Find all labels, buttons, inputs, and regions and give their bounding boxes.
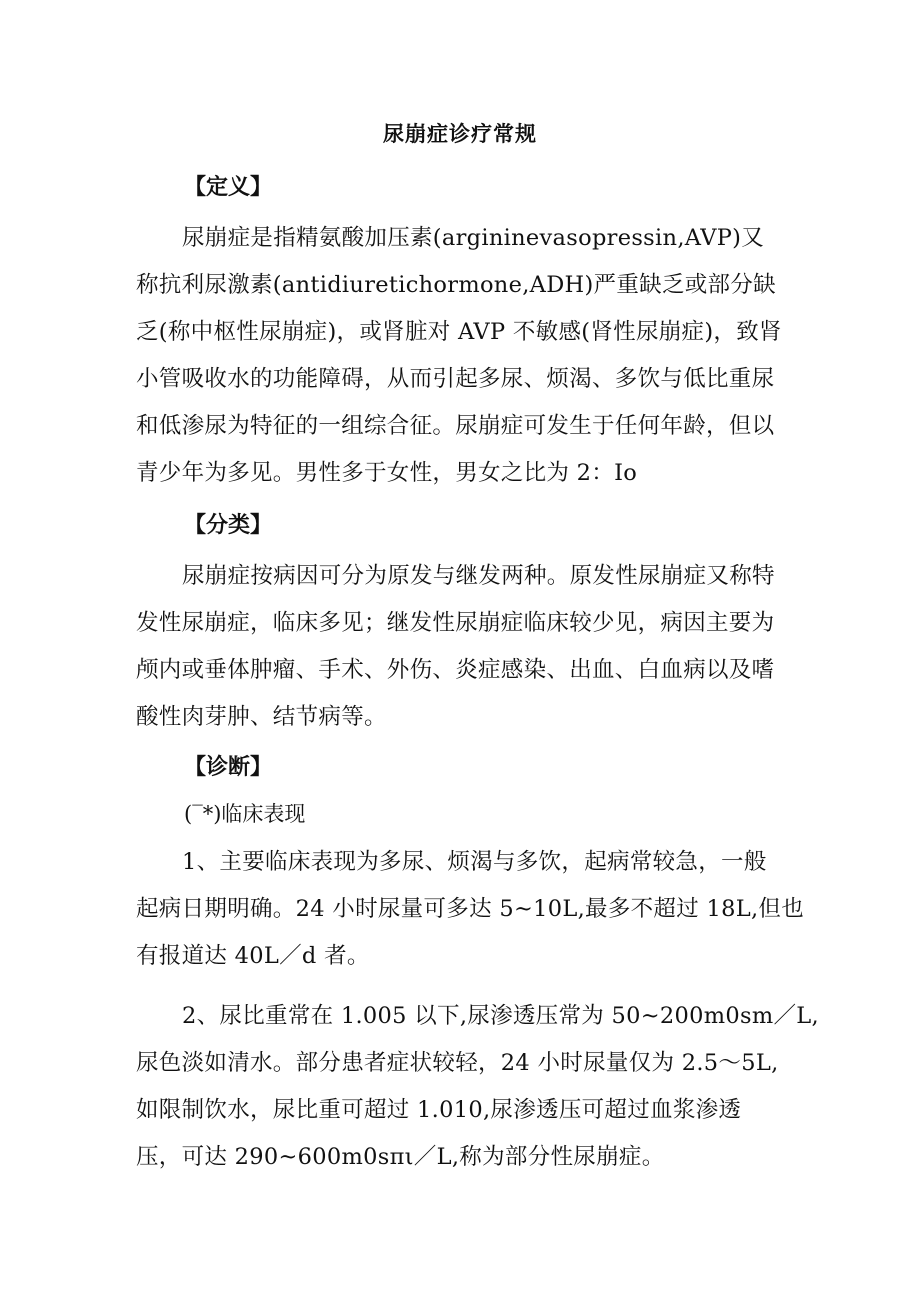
classification-paragraph: [136, 553, 796, 741]
text-line: 尿崩症按病因可分为原发与继发两种。原发性尿崩症又称特: [182, 563, 775, 589]
diagnosis-item-1: [136, 839, 805, 980]
section-heading-definition: 【定义】: [184, 175, 273, 200]
text-line: 2、尿比重常在 1.005 以下,尿渗透压常为 50~200m0sm／L,: [182, 1003, 819, 1029]
text-line: 尿色淡如清水。部分患者症状较轻，24 小时尿量仅为 2.5～5L,: [136, 1050, 779, 1076]
text-line: 称抗利尿激素(antidiuretichormone,ADH)严重缺乏或部分缺: [136, 272, 776, 298]
text-line: 颅内或垂体肿瘤、手术、外伤、炎症感染、出血、白血病以及嗜: [136, 657, 775, 683]
text-line: 1、主要临床表现为多尿、烦渴与多饮，起病常较急，一般: [182, 849, 767, 875]
section-heading-classification: 【分类】: [184, 513, 273, 538]
text-line: 和低渗尿为特征的一组综合征。尿崩症可发生于任何年龄，但以: [136, 413, 775, 439]
text-line: 乏(称中枢性尿崩症)，或肾脏对 AVP 不敏感(肾性尿崩症)，致肾: [136, 319, 782, 345]
text-line: 如限制饮水，尿比重可超过 1.010,尿渗透压可超过血浆渗透: [136, 1097, 742, 1123]
text-line: 有报道达 40L／d 者。: [136, 943, 370, 969]
text-line: 发性尿崩症，临床多见；继发性尿崩症临床较少见，病因主要为: [136, 610, 775, 636]
page-title: 尿崩症诊疗常规: [383, 122, 537, 146]
text-line: 小管吸收水的功能障碍，从而引起多尿、烦渴、多饮与低比重尿: [136, 366, 775, 392]
text-line: 压，可达 290~600m0sπι／L,称为部分性尿崩症。: [136, 1144, 665, 1170]
subheading-clinical-manifestations: (‾*)临床表现: [184, 802, 306, 826]
text-line: 酸性肉芽肿、结节病等。: [136, 704, 387, 730]
definition-paragraph: [136, 215, 796, 497]
text-line: 青少年为多见。男性多于女性，男女之比为 2：Io: [136, 460, 638, 486]
text-line: 尿崩症是指精氨酸加压素(argininevasopressin,AVP)又: [182, 225, 765, 251]
section-heading-diagnosis: 【诊断】: [184, 755, 273, 780]
diagnosis-item-2: [136, 993, 819, 1181]
text-line: 起病日期明确。24 小时尿量可多达 5~10L,最多不超过 18L,但也: [136, 896, 805, 922]
